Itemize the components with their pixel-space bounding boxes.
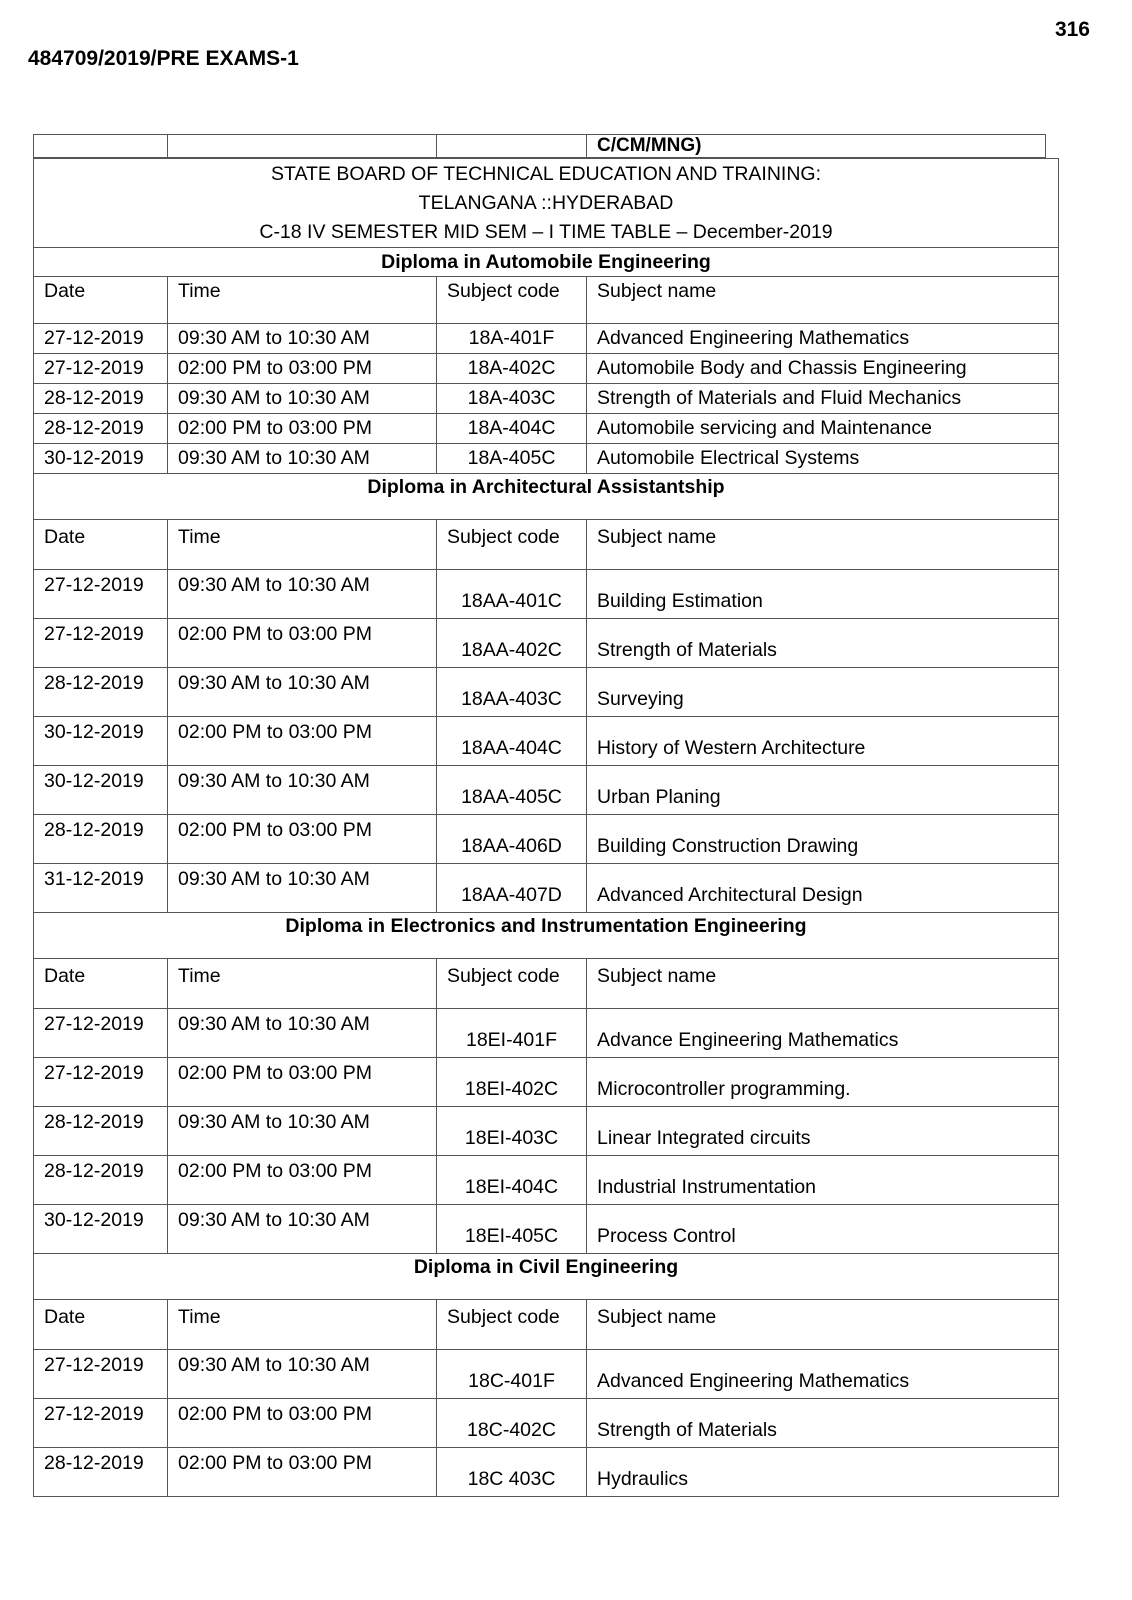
table-row	[34, 717, 1059, 766]
section	[34, 913, 1059, 1254]
time-cell: 09:30 AM to 10:30 AM	[168, 766, 437, 815]
time-cell: 02:00 PM to 03:00 PM	[168, 1448, 437, 1497]
empty-cell	[34, 135, 168, 158]
table-row	[34, 1107, 1059, 1156]
subject-name-cell: Industrial Instrumentation	[587, 1156, 1059, 1205]
time-cell: 02:00 PM to 03:00 PM	[168, 815, 437, 864]
table-row	[34, 815, 1059, 864]
header-subject-name: Subject name	[587, 1300, 1059, 1350]
date-cell: 28-12-2019	[34, 384, 168, 414]
subject-name-cell: Advance Engineering Mathematics	[587, 1009, 1059, 1058]
date-cell: 31-12-2019	[34, 864, 168, 913]
section-title-row	[34, 474, 1059, 520]
subject-code-cell: 18EI-401F	[437, 1009, 587, 1058]
date-cell: 28-12-2019	[34, 1107, 168, 1156]
table-row	[34, 354, 1059, 384]
section-title: Diploma in Automobile Engineering	[34, 248, 1059, 277]
date-cell: 30-12-2019	[34, 444, 168, 474]
header-time: Time	[168, 277, 437, 324]
header-subject-name: Subject name	[587, 277, 1059, 324]
subject-name-cell: Linear Integrated circuits	[587, 1107, 1059, 1156]
subject-name-cell: Automobile servicing and Maintenance	[587, 414, 1059, 444]
subject-code-cell: 18AA-401C	[437, 570, 587, 619]
time-cell: 09:30 AM to 10:30 AM	[168, 1350, 437, 1399]
table-row	[34, 766, 1059, 815]
date-cell: 28-12-2019	[34, 668, 168, 717]
subject-name-cell: Strength of Materials and Fluid Mechanics	[587, 384, 1059, 414]
section	[34, 474, 1059, 913]
date-cell: 27-12-2019	[34, 354, 168, 384]
time-cell: 02:00 PM to 03:00 PM	[168, 1156, 437, 1205]
time-cell: 02:00 PM to 03:00 PM	[168, 1399, 437, 1448]
header-time: Time	[168, 520, 437, 570]
header-date: Date	[34, 277, 168, 324]
subject-name-cell: Advanced Engineering Mathematics	[587, 1350, 1059, 1399]
subject-code-cell: 18A-401F	[437, 324, 587, 354]
subject-code-cell: 18A-405C	[437, 444, 587, 474]
date-cell: 30-12-2019	[34, 766, 168, 815]
subject-name-cell: Automobile Electrical Systems	[587, 444, 1059, 474]
empty-cell	[437, 135, 587, 158]
section-title: Diploma in Civil Engineering	[34, 1254, 1059, 1300]
subject-code-cell: 18A-404C	[437, 414, 587, 444]
top-strip-table	[33, 134, 1046, 158]
date-cell: 28-12-2019	[34, 815, 168, 864]
subject-name-cell: Strength of Materials	[587, 1399, 1059, 1448]
subject-name-cell: Hydraulics	[587, 1448, 1059, 1497]
subject-code-cell: 18EI-405C	[437, 1205, 587, 1254]
time-cell: 09:30 AM to 10:30 AM	[168, 1009, 437, 1058]
section-title-row	[34, 1254, 1059, 1300]
date-cell: 27-12-2019	[34, 1009, 168, 1058]
empty-cell	[168, 135, 437, 158]
table-row	[34, 1058, 1059, 1107]
header-date: Date	[34, 1300, 168, 1350]
time-cell: 09:30 AM to 10:30 AM	[168, 324, 437, 354]
subject-code-cell: 18AA-406D	[437, 815, 587, 864]
subject-name-cell: Microcontroller programming.	[587, 1058, 1059, 1107]
time-cell: 09:30 AM to 10:30 AM	[168, 1107, 437, 1156]
date-cell: 30-12-2019	[34, 717, 168, 766]
subject-name-cell: Advanced Architectural Design	[587, 864, 1059, 913]
date-cell: 28-12-2019	[34, 414, 168, 444]
subject-name-cell: Building Construction Drawing	[587, 815, 1059, 864]
timetable-title: C-18 IV SEMESTER MID SEM – I TIME TABLE – December-2019	[259, 220, 833, 243]
table-row	[34, 444, 1059, 474]
time-cell: 09:30 AM to 10:30 AM	[168, 384, 437, 414]
section	[34, 248, 1059, 474]
subject-name-cell: Surveying	[587, 668, 1059, 717]
subject-code-cell: 18AA-405C	[437, 766, 587, 815]
title-row	[34, 159, 1059, 248]
header-date: Date	[34, 959, 168, 1009]
header-row	[34, 1300, 1059, 1350]
top-strip-text: C/CM/MNG)	[587, 135, 1046, 158]
header-time: Time	[168, 1300, 437, 1350]
table-row	[34, 619, 1059, 668]
time-cell: 09:30 AM to 10:30 AM	[168, 864, 437, 913]
date-cell: 27-12-2019	[34, 1399, 168, 1448]
date-cell: 27-12-2019	[34, 570, 168, 619]
header-date: Date	[34, 520, 168, 570]
header-subject-code: Subject code	[437, 520, 587, 570]
time-cell: 09:30 AM to 10:30 AM	[168, 1205, 437, 1254]
header-row	[34, 959, 1059, 1009]
header-subject-code: Subject code	[437, 1300, 587, 1350]
table-row	[34, 1205, 1059, 1254]
date-cell: 30-12-2019	[34, 1205, 168, 1254]
subject-name-cell: Advanced Engineering Mathematics	[587, 324, 1059, 354]
timetable	[33, 158, 1059, 1497]
subject-code-cell: 18AA-403C	[437, 668, 587, 717]
table-row	[34, 570, 1059, 619]
time-cell: 09:30 AM to 10:30 AM	[168, 668, 437, 717]
date-cell: 27-12-2019	[34, 1058, 168, 1107]
table-row	[34, 1156, 1059, 1205]
subject-code-cell: 18EI-402C	[437, 1058, 587, 1107]
subject-code-cell: 18C-402C	[437, 1399, 587, 1448]
time-cell: 02:00 PM to 03:00 PM	[168, 414, 437, 444]
subject-name-cell: Building Estimation	[587, 570, 1059, 619]
table-row	[34, 1350, 1059, 1399]
time-cell: 02:00 PM to 03:00 PM	[168, 619, 437, 668]
header-subject-name: Subject name	[587, 520, 1059, 570]
section-title: Diploma in Architectural Assistantship	[34, 474, 1059, 520]
time-cell: 02:00 PM to 03:00 PM	[168, 1058, 437, 1107]
header-row	[34, 520, 1059, 570]
top-strip-row	[34, 135, 1046, 158]
board-location: TELANGANA ::HYDERABAD	[418, 191, 674, 214]
board-name: STATE BOARD OF TECHNICAL EDUCATION AND TRAINING:	[270, 162, 822, 185]
subject-name-cell: History of Western Architecture	[587, 717, 1059, 766]
time-cell: 09:30 AM to 10:30 AM	[168, 570, 437, 619]
table-row	[34, 1448, 1059, 1497]
header-subject-name: Subject name	[587, 959, 1059, 1009]
table-row	[34, 414, 1059, 444]
table-row	[34, 1009, 1059, 1058]
subject-name-cell: Process Control	[587, 1205, 1059, 1254]
table-row	[34, 668, 1059, 717]
header-subject-code: Subject code	[437, 959, 587, 1009]
table-row	[34, 1399, 1059, 1448]
table-row	[34, 324, 1059, 354]
subject-code-cell: 18AA-402C	[437, 619, 587, 668]
section-title: Diploma in Electronics and Instrumentation Engineering	[34, 913, 1059, 959]
section	[34, 1254, 1059, 1497]
subject-name-cell: Strength of Materials	[587, 619, 1059, 668]
table-row	[34, 864, 1059, 913]
date-cell: 28-12-2019	[34, 1448, 168, 1497]
time-cell: 02:00 PM to 03:00 PM	[168, 354, 437, 384]
reference-number: 484709/2019/PRE EXAMS-1	[28, 47, 299, 70]
subject-code-cell: 18EI-404C	[437, 1156, 587, 1205]
table-row	[34, 384, 1059, 414]
date-cell: 27-12-2019	[34, 324, 168, 354]
subject-code-cell: 18A-403C	[437, 384, 587, 414]
date-cell: 27-12-2019	[34, 619, 168, 668]
subject-code-cell: 18A-402C	[437, 354, 587, 384]
time-cell: 02:00 PM to 03:00 PM	[168, 717, 437, 766]
header-time: Time	[168, 959, 437, 1009]
section-title-row	[34, 913, 1059, 959]
subject-code-cell: 18AA-404C	[437, 717, 587, 766]
section-title-row	[34, 248, 1059, 277]
page-number: 316	[1054, 18, 1090, 41]
header-subject-code: Subject code	[437, 277, 587, 324]
subject-code-cell: 18C-401F	[437, 1350, 587, 1399]
title-block	[34, 159, 1059, 248]
time-cell: 09:30 AM to 10:30 AM	[168, 444, 437, 474]
subject-name-cell: Automobile Body and Chassis Engineering	[587, 354, 1059, 384]
subject-name-cell: Urban Planing	[587, 766, 1059, 815]
header-row	[34, 277, 1059, 324]
date-cell: 28-12-2019	[34, 1156, 168, 1205]
subject-code-cell: 18C 403C	[437, 1448, 587, 1497]
subject-code-cell: 18EI-403C	[437, 1107, 587, 1156]
subject-code-cell: 18AA-407D	[437, 864, 587, 913]
date-cell: 27-12-2019	[34, 1350, 168, 1399]
